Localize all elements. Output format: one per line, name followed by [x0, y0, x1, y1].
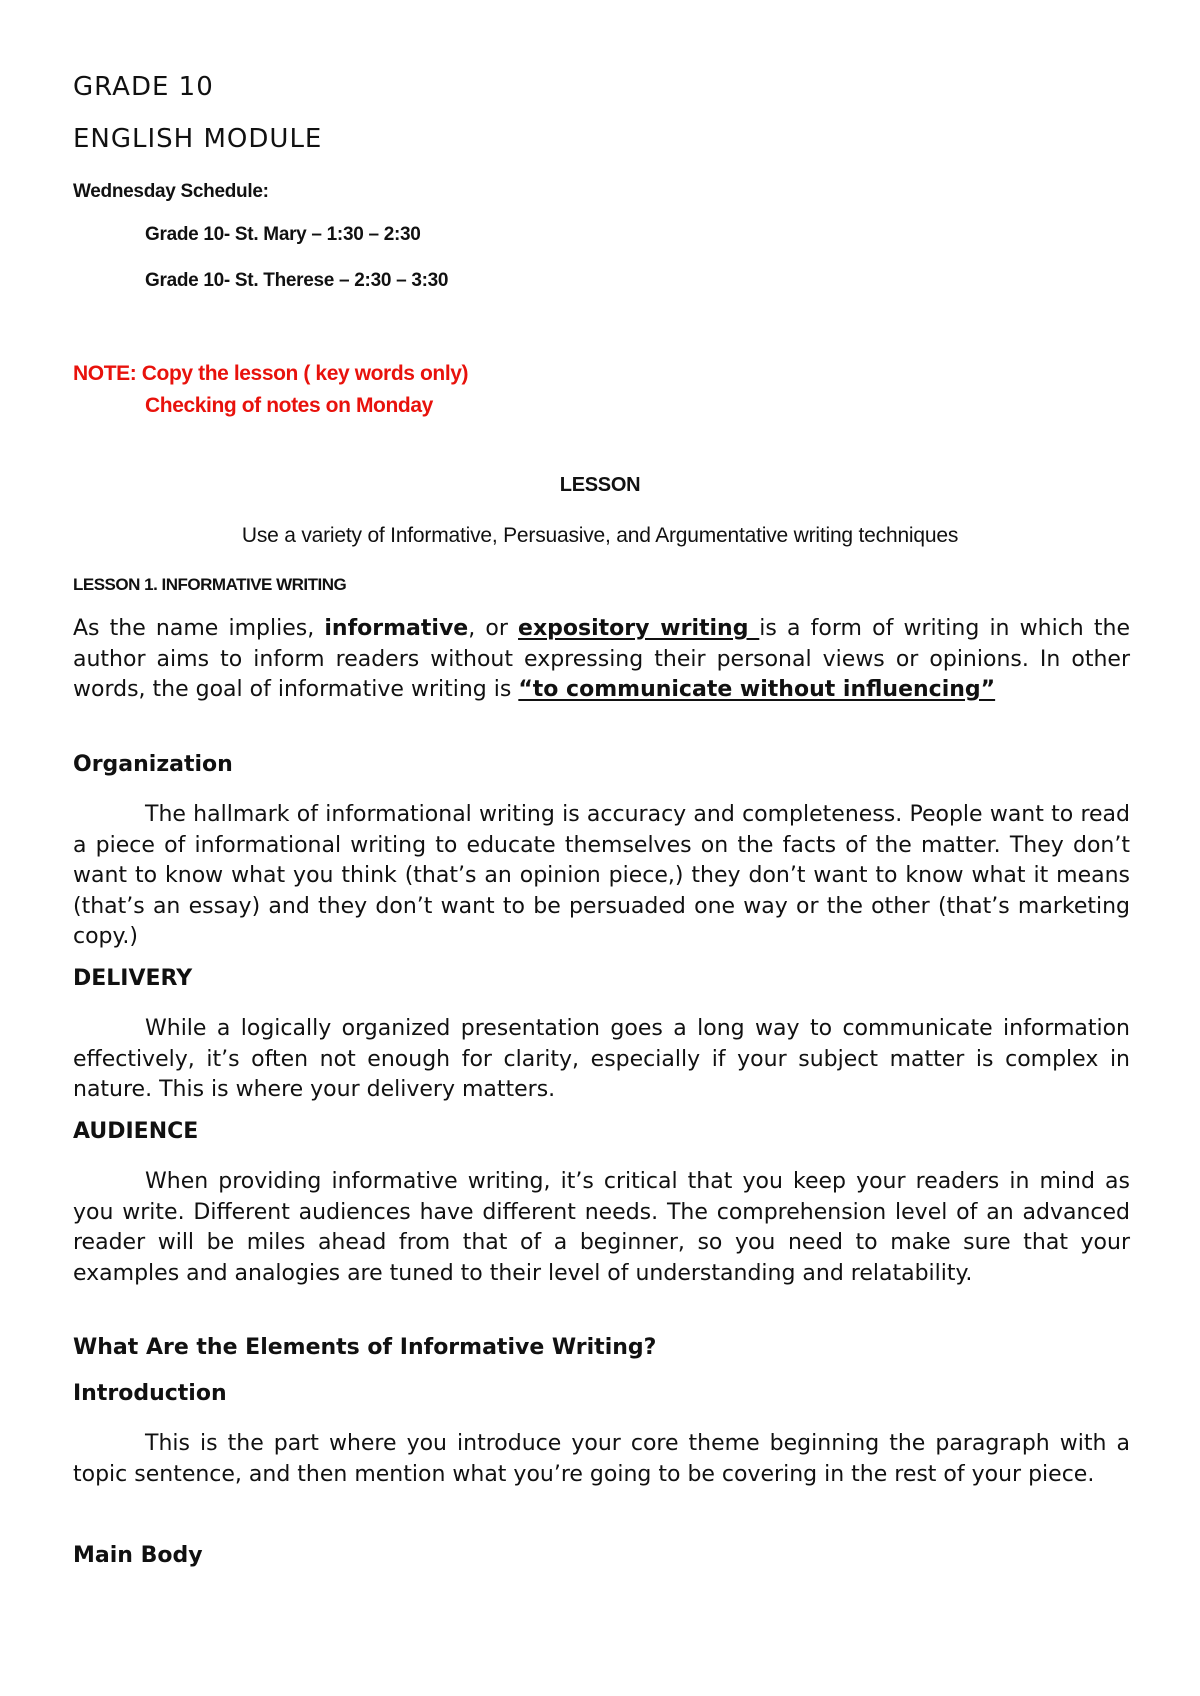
audience-heading: AUDIENCE	[73, 1119, 199, 1144]
note-line-checking: Checking of notes on Monday	[145, 394, 433, 417]
audience-paragraph: When providing informative writing, it’s critical that you keep your readers in mind as you write. Different audiences have different needs. The comprehension level of an advanced reader will be miles ahead from that of a beginner, so you need to make sure that your examples and analogies are tuned to their level of understanding and relatability.	[73, 1169, 1130, 1286]
term-informative: informative	[324, 616, 469, 641]
intro-text-1: As the name implies,	[73, 616, 325, 641]
note-line-copy-lesson: NOTE: Copy the lesson ( key words only)	[73, 362, 469, 385]
lesson-heading: LESSON	[559, 474, 641, 496]
intro-text-2: , or	[468, 616, 519, 641]
module-title: ENGLISH MODULE	[73, 124, 323, 154]
intro-text-3: is a form of writing in which the author aims to inform readers without expressing their personal views or opinions. In other words, the goal of informative writing is	[73, 616, 1131, 702]
intro-paragraph	[73, 614, 1130, 706]
organization-paragraph: The hallmark of informational writing is accuracy and completeness. People want to read a piece of informational writing to educate themselves on the facts of the matter. They don’t want to know what you think (that’s an opinion piece,) they don’t want to know what it means (that’s an essay) and they don’t want to be persuaded one way or the other (that’s marketing copy.)	[73, 802, 1130, 949]
introduction-heading: Introduction	[73, 1381, 227, 1406]
delivery-heading: DELIVERY	[73, 966, 193, 991]
term-expository-writing: expository writing	[518, 616, 760, 641]
elements-heading: What Are the Elements of Informative Writing?	[73, 1335, 657, 1360]
main-body-heading: Main Body	[73, 1543, 203, 1568]
organization-heading: Organization	[73, 752, 233, 777]
schedule-item-st-mary: Grade 10- St. Mary – 1:30 – 2:30	[145, 224, 421, 245]
introduction-paragraph: This is the part where you introduce your core theme beginning the paragraph with a topic sentence, and then mention what you’re going to be covering in the rest of your piece.	[73, 1431, 1130, 1487]
goal-quote: “to communicate without influencing”	[518, 677, 996, 702]
grade-title: GRADE 10	[73, 72, 214, 102]
schedule-title: Wednesday Schedule:	[73, 181, 269, 202]
lesson-subtitle: Use a variety of Informative, Persuasive, and Argumentative writing techniques	[241, 524, 959, 547]
lesson-1-title: LESSON 1. INFORMATIVE WRITING	[73, 575, 347, 594]
delivery-paragraph: While a logically organized presentation goes a long way to communicate information effectively, it’s often not enough for clarity, especially if your subject matter is complex in nature. This is where your delivery matters.	[73, 1016, 1130, 1102]
schedule-item-st-therese: Grade 10- St. Therese – 2:30 – 3:30	[145, 270, 449, 291]
